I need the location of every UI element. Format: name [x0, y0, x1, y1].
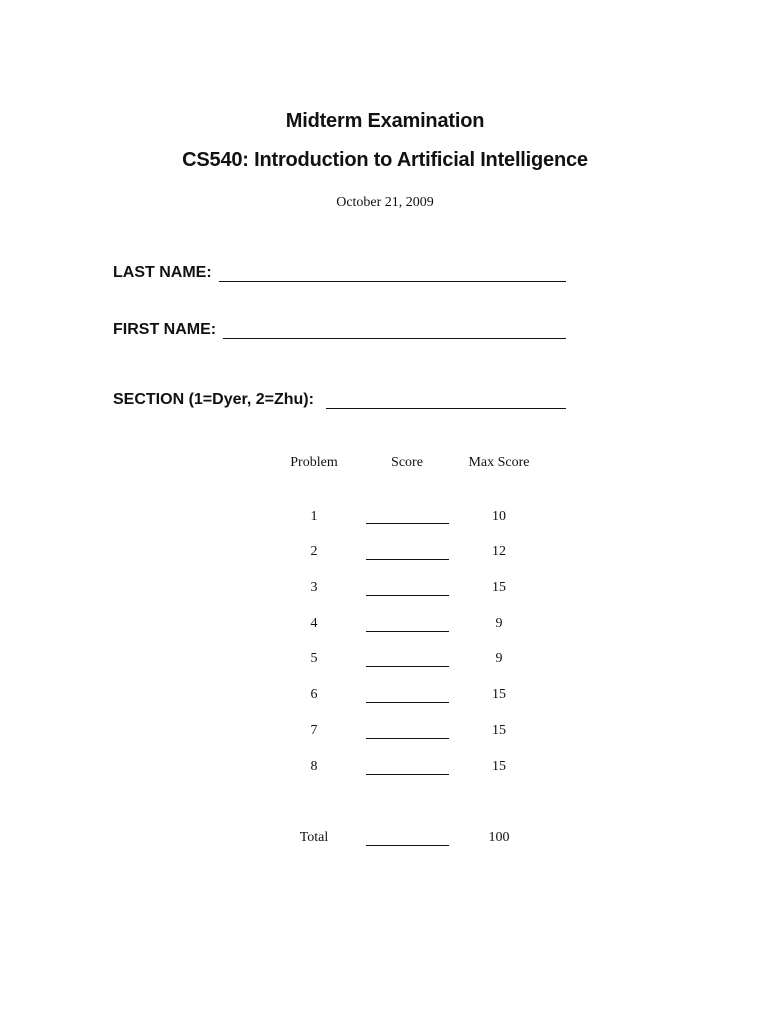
max-score-value: 15	[492, 580, 506, 595]
score-input[interactable]	[366, 617, 449, 632]
total-max-score: 100	[488, 830, 510, 845]
max-score-value: 15	[492, 723, 506, 738]
total-label: Total	[299, 830, 329, 845]
total-score-input[interactable]	[366, 831, 449, 846]
exam-title: Midterm Examination	[285, 110, 485, 132]
max-score-column-header: Max Score	[468, 455, 530, 470]
first-name-field[interactable]	[223, 323, 566, 339]
last-name-label: LAST NAME:	[113, 264, 212, 281]
problem-number: 1	[310, 509, 318, 524]
max-score-value: 10	[492, 509, 506, 524]
max-score-value: 9	[495, 616, 503, 631]
problem-number: 3	[310, 580, 318, 595]
section-field[interactable]	[326, 393, 566, 409]
score-column-header: Score	[391, 455, 423, 470]
problem-number: 2	[310, 544, 318, 559]
score-input[interactable]	[366, 688, 449, 703]
score-input[interactable]	[366, 581, 449, 596]
max-score-value: 15	[492, 687, 506, 702]
problem-number: 6	[310, 687, 318, 702]
score-input[interactable]	[366, 724, 449, 739]
first-name-label: FIRST NAME:	[113, 321, 217, 338]
exam-date: October 21, 2009	[336, 195, 434, 210]
max-score-value: 9	[495, 651, 503, 666]
max-score-value: 12	[492, 544, 506, 559]
problem-column-header: Problem	[290, 455, 338, 470]
last-name-field[interactable]	[219, 266, 566, 282]
problem-number: 4	[310, 616, 318, 631]
score-input[interactable]	[366, 509, 449, 524]
score-input[interactable]	[366, 760, 449, 775]
section-label: SECTION (1=Dyer, 2=Zhu):	[113, 391, 314, 408]
max-score-value: 15	[492, 759, 506, 774]
problem-number: 7	[310, 723, 318, 738]
course-title: CS540: Introduction to Artificial Intelligence	[182, 149, 588, 171]
score-input[interactable]	[366, 545, 449, 560]
score-input[interactable]	[366, 652, 449, 667]
problem-number: 8	[310, 759, 318, 774]
problem-number: 5	[310, 651, 318, 666]
